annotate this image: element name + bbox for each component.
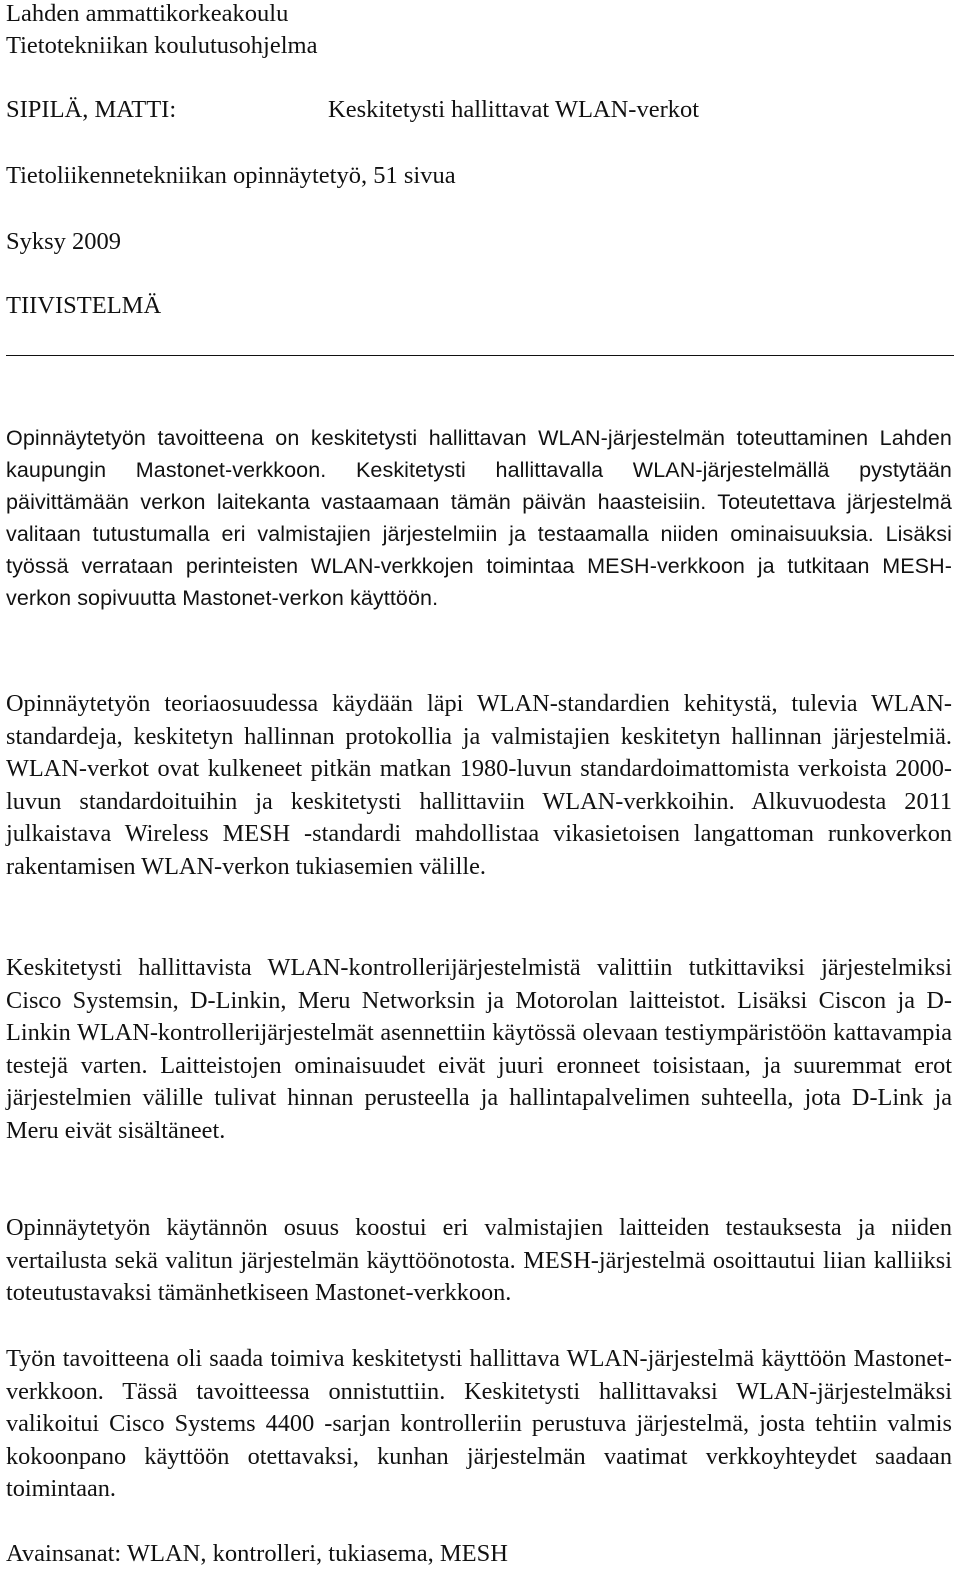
abstract-paragraph-5: Työn tavoitteena oli saada toimiva keskitetysti hallittava WLAN-järjestelmä käyttöön Mastonet-verkkoon. Tässä tavoitteessa onnistuttiin. Keskitetysti hallittavaksi WLAN-järjestelmäksi valikoitui Cisco Systems 4400 -sarjan kontrolleriin perustuva järjestelmä, josta tehtiin valmis kokoonpano käyttöön otettavaksi, kunhan järjestelmän vaatimat verkkoyhteydet saadaan toimintaan. bbox=[6, 1345, 952, 1503]
institution-name: Lahden ammattikorkeakoulu bbox=[6, 0, 289, 27]
term: Syksy 2009 bbox=[6, 228, 122, 255]
abstract-paragraph-1: Opinnäytetyön tavoitteena on keskitetysti hallittavan WLAN-järjestelmän toteuttaminen Lahden kaupungin Mastonet-verkkoon. Keskitetysti hallittavalla WLAN-järjestelmällä pystytään päivittämään verkon laitekanta vastaamaan tämän päivän haasteisiin. Toteutettava järjestelmä valitaan tutustumalla eri valmistajien järjestelmiin ja testaamalla niiden ominaisuuksia. Lisäksi työssä verrataan perinteisten WLAN-verkkojen toimintaa MESH-verkkoon ja tutkitaan MESH-verkon sopivuutta Mastonet-verkon käyttöön. bbox=[6, 426, 952, 610]
section-title: TIIVISTELMÄ bbox=[6, 292, 162, 319]
abstract-paragraph-2: Opinnäytetyön teoriaosuudessa käydään läpi WLAN-standardien kehitystä, tulevia WLAN-standardeja, keskitetyn hallinnan protokollia ja valmistajien keskitetyn hallinnan järjestelmiä. WLAN-verkot ovat kulkeneet pitkän matkan 1980-luvun standardoimattomista verkoista 2000-luvun standardoituihin ja keskitetysti hallittaviin WLAN-verkkoihin. Alkuvuodesta 2011 julkaistava Wireless MESH -standardi mahdollistaa vikasietoisen langattoman runkoverkon rakentamisen WLAN-verkon tukiasemien välille. bbox=[6, 690, 952, 880]
abstract-paragraph-4: Opinnäytetyön käytännön osuus koostui eri valmistajien laitteiden testauksesta ja niiden vertailusta sekä valitun järjestelmän käyttöönotosta. MESH-järjestelmä osoittautui liian kalliiksi toteutustavaksi tämänhetkiseen Mastonet-verkkoon. bbox=[6, 1214, 952, 1307]
keywords: Avainsanat: WLAN, kontrolleri, tukiasema, MESH bbox=[6, 1540, 508, 1567]
thesis-info: Tietoliikennetekniikan opinnäytetyö, 51 sivua bbox=[6, 162, 456, 189]
programme-name: Tietotekniikan koulutusohjelma bbox=[6, 32, 318, 59]
author-name: SIPILÄ, MATTI: bbox=[6, 96, 177, 123]
thesis-title: Keskitetysti hallittavat WLAN-verkot bbox=[328, 96, 700, 123]
abstract-paragraph-3: Keskitetysti hallittavista WLAN-kontrollerijärjestelmistä valittiin tutkittaviksi järjestelmiksi Cisco Systemsin, D-Linkin, Meru Networksin ja Motorolan laitteistot. Lisäksi Ciscon ja D-Linkin WLAN-kontrollerijärjestelmät asennettiin käytössä olevaan testiympäristöön kattavampia testejä varten. Laitteistojen ominaisuudet eivät juuri eronneet toisistaan, ja suuremmat erot järjestelmien välille tulivat hinnan perusteella ja hallintapalvelimen suhteella, jota D-Link ja Meru eivät sisältäneet. bbox=[6, 954, 952, 1144]
divider-rule bbox=[6, 355, 954, 356]
